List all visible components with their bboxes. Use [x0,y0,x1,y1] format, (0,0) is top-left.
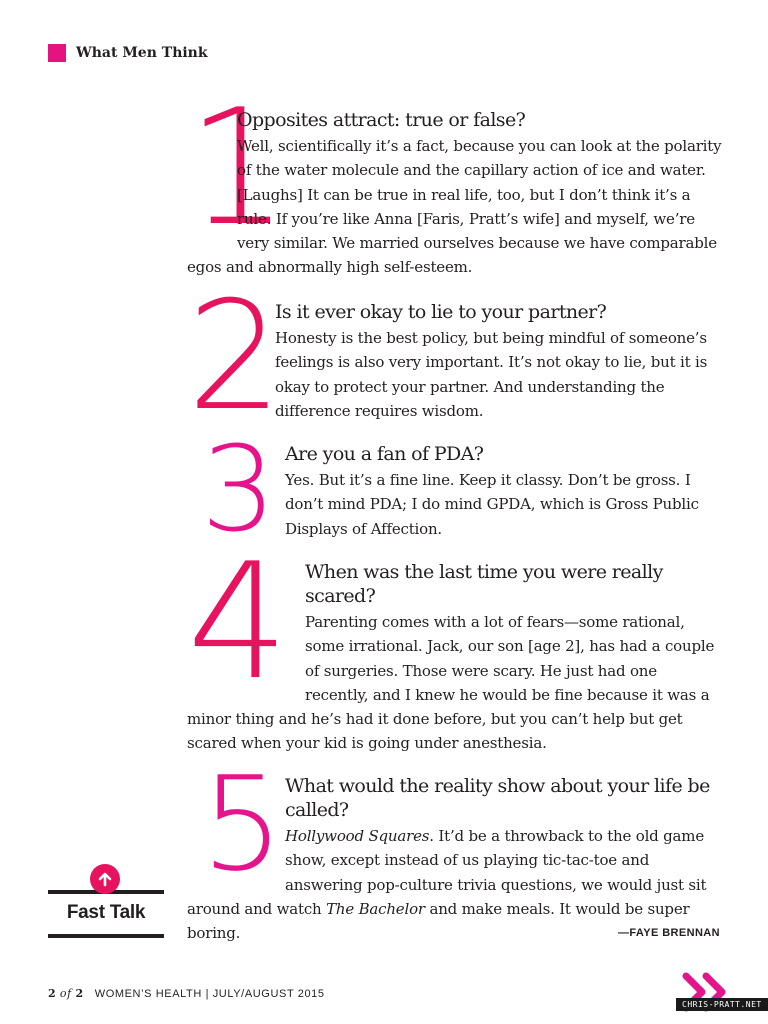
answer: Parenting comes with a lot of fears—some rational, some irrational. Jack, our son [age 2], has had a couple of surgeries. Those were scary. He just had one recently, and I knew he would be fine because it was a minor thing and he’s had it done before, but you can’t help but get scared when your kid is going under anesthesia. [187,613,715,753]
question: Opposites attract: true or false? [237,109,526,131]
section-square-icon [48,44,66,62]
answer-text: . It’d be a throwback to the old game show, except instead of us playing tic-tac-toe and answering pop-culture trivia questions, we would just sit around and watch [187,827,707,918]
item-number: 3 [201,420,277,558]
byline: —FAYE BRENNAN [618,927,720,939]
section-label: What Men Think [76,45,208,61]
show-title: Hollywood Squares [285,827,430,845]
answer-text: and make meals. It would be super boring. [187,899,690,943]
item-number: 2 [187,270,283,444]
qa-item-4 [187,528,722,756]
item-number: 4 [187,528,289,715]
qa-item-5 [187,748,722,945]
fast-talk-logo [48,862,164,940]
bottom-rule [48,934,164,938]
up-arrow-icon [90,864,120,894]
page-of: of [59,987,72,1000]
page-current: 2 [48,987,57,1000]
question: Is it ever okay to lie to your partner? [275,301,607,323]
publication-info: WOMEN’S HEALTH | JULY/AUGUST 2015 [94,988,325,1000]
watermark: CHRIS-PRATT.NET [676,998,768,1011]
question: Are you a fan of PDA? [285,443,484,465]
qa-item-1 [187,74,722,280]
section-tag [48,44,208,62]
page-total: 2 [75,987,84,1000]
page-footer [48,987,325,1000]
answer: Well, scientifically it’s a fact, because you can look at the polarity of the water molecule and the capillary action of ice and water. [Laughs] It can be true in real life, too, but I don’t think it’s a rule. If you’re like Anna [Faris, Pratt’s wife] and myself, we’re very similar. We married ourselves because we have comparable egos and abnormally high self-esteem. [187,137,722,277]
item-number: 5 [201,748,284,900]
fast-talk-label: Fast Talk [66,902,146,923]
item-number: 1 [187,74,283,261]
question: When was the last time you were really scared? [305,561,663,607]
question: What would the reality show about your life be called? [285,775,710,821]
show-title: The Bachelor [326,899,425,918]
answer: Honesty is the best policy, but being mindful of someone’s feelings is also very important. It’s not okay to lie, but it is okay to protect your partner. And understanding the difference requires wisdom. [275,329,708,420]
qa-item-2 [187,270,722,444]
answer: Yes. But it’s a fine line. Keep it classy. Don’t be gross. I don’t mind PDA; I do mind GPDA, which is Gross Public Displays of Affection. [285,471,699,538]
